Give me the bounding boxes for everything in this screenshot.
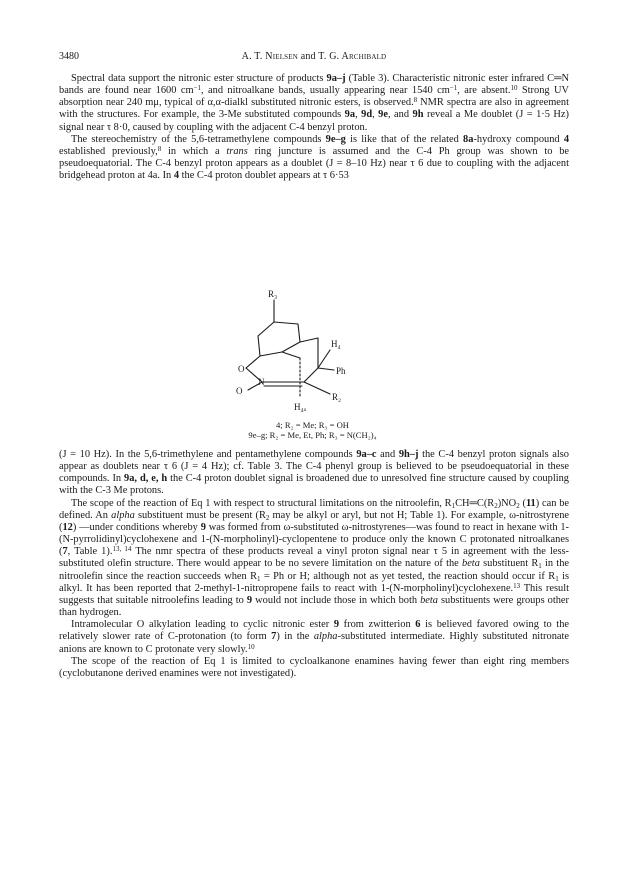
bond-c3-c4 [304, 368, 318, 382]
paragraph-spectral-data: Spectral data support the nitronic ester structure of products 9a–j (Table 3). Characteristic nitronic ester infrared C═N bands are found near 1600 $cm^{-1}$, and nitroalkane bands, usually appearing near 1540 $cm^{-1}$, are absent.$^{10}$ Strong UV absorption near 240 mμ, typical of α,α-dialkl substituted nitronic esters, is observed.$^8$ NMR spectra are also in agreement with the structures. For example, the 3-Me substituted compounds 9a, 9d, 9e, and 9h reveal a Me doublet (J = 1·5 Hz) signal near τ 8·0, caused by coupling with the adjacent C-4 benzyl proton. [59, 73, 570, 133]
bond-ph [318, 368, 334, 370]
label-h4: H₄ [331, 339, 341, 349]
bond-fusion [282, 352, 300, 358]
running-head-authors: A. T. Nielsen and T. G. Archibald [241, 51, 387, 62]
bond-c8a-o [246, 356, 260, 368]
label-n: N [258, 377, 265, 387]
paragraph-coupling: (J = 10 Hz). In the 5,6-trimethylene and pentamethylene compounds 9a–c and 9h–j the C-4 benzyl proton signals also appear as doublets near τ 6 (J = 4 Hz); cf. Table 3. The C-4 phenyl group is believed to be pseudoequatorial in these compounds. In 9a, d, e, h the C-4 proton doublet signal is broadened due to unresolved fine structure caused by coupling with the C-3 Me protons. [59, 449, 569, 497]
chemical-structure-figure [0, 286, 625, 440]
paragraph-o-alkylation: Intramolecular O alkylation leading to cyclic nitronic ester 9 from zwitterion 6 is believed favored owing to the relatively slower rate of C-protonation (to form 7) in the alpha-substituted intermediate. Highly substituted nitronate anions are known to C protonate very slowly.$^{10}$ [59, 619, 570, 655]
bond-h4 [318, 350, 330, 368]
structure-caption-2: 9e–g; R₂ = Me, Et, Ph; R₃ = N(CH₂)₄ [248, 430, 377, 440]
structure-drawing [0, 286, 625, 436]
bond-r2 [304, 382, 330, 394]
paragraph-scope-enamines: The scope of the reaction of Eq 1 is limited to cycloalkanone enamines having fewer than eight ring members (cyclobutanone derived enamines were not investigated). [59, 655, 569, 679]
label-r2: R₂ [332, 392, 342, 402]
page-number: 3480 [59, 51, 79, 62]
paragraph-scope-nitroolefin: The scope of the reaction of Eq 1 with respect to structural limitations on the nitroolefin, $R_1CH═C(R_2)NO_2$ (11) can be defined. An alpha substituent must be present ($R_2$ may be alkyl or aryl, but not H; Table 1). For example, ω-nitrostyrene (12) —under conditions whereby 9 was formed from ω-substituted ω-nitrostyrenes—was found to react in hexane with 1-(N-pyrrolidinyl)cyclohexene and 1-(N-morpholinyl)-cyclopentene to produce only the known C protonated nitroalkanes (7, Table 1).$^{13, 14}$ The nmr spectra of these products reveal a vinyl proton signal near τ 5 in agreement with the less-substituted olefin structure. There would appear to be no severe limitation on the nature of the beta substituent $R_1$ in the nitroolefin since the reaction succeeds when $R_1 = Ph$ or H; although not as yet tested, the reaction should occur if $R_1$ is alkyl. It has been reported that 2-methyl-1-nitropropene fails to react with 1-(N-morpholinyl)cyclohexene.$^{13}$ This result suggests that suitable nitroolefins leading to 9 would not include those in which both beta substituents were groups other than hydrogen. [59, 497, 570, 619]
label-o-ring: O [238, 364, 245, 374]
label-r3: R₃ [268, 289, 278, 299]
bond-c4a [300, 338, 318, 342]
label-h4a: H₄ₐ [294, 402, 307, 412]
cyclohexane-ring [258, 322, 300, 356]
text-block-upper [59, 73, 569, 182]
label-ph: Ph [336, 366, 346, 376]
label-o-minus: O [236, 386, 243, 396]
paragraph-stereochemistry: The stereochemistry of the 5,6-tetramethylene compounds 9e–g is like that of the related 8a-hydroxy compound 4 established previously,$^8$ in which a trans ring juncture is assumed and the C-4 Ph group was shown to be pseudoequatorial. The C-4 benzyl proton appears as a doublet (J = 8–10 Hz) near τ 6 due to coupling with the adjacent bridgehead proton at 4a. In 4 the C-4 proton doublet appears at τ 6·53 [59, 133, 570, 182]
running-header [59, 50, 569, 64]
structure-caption-1: 4; R₂ = Me; R₃ = OH [276, 420, 349, 430]
text-block-lower [59, 449, 569, 680]
